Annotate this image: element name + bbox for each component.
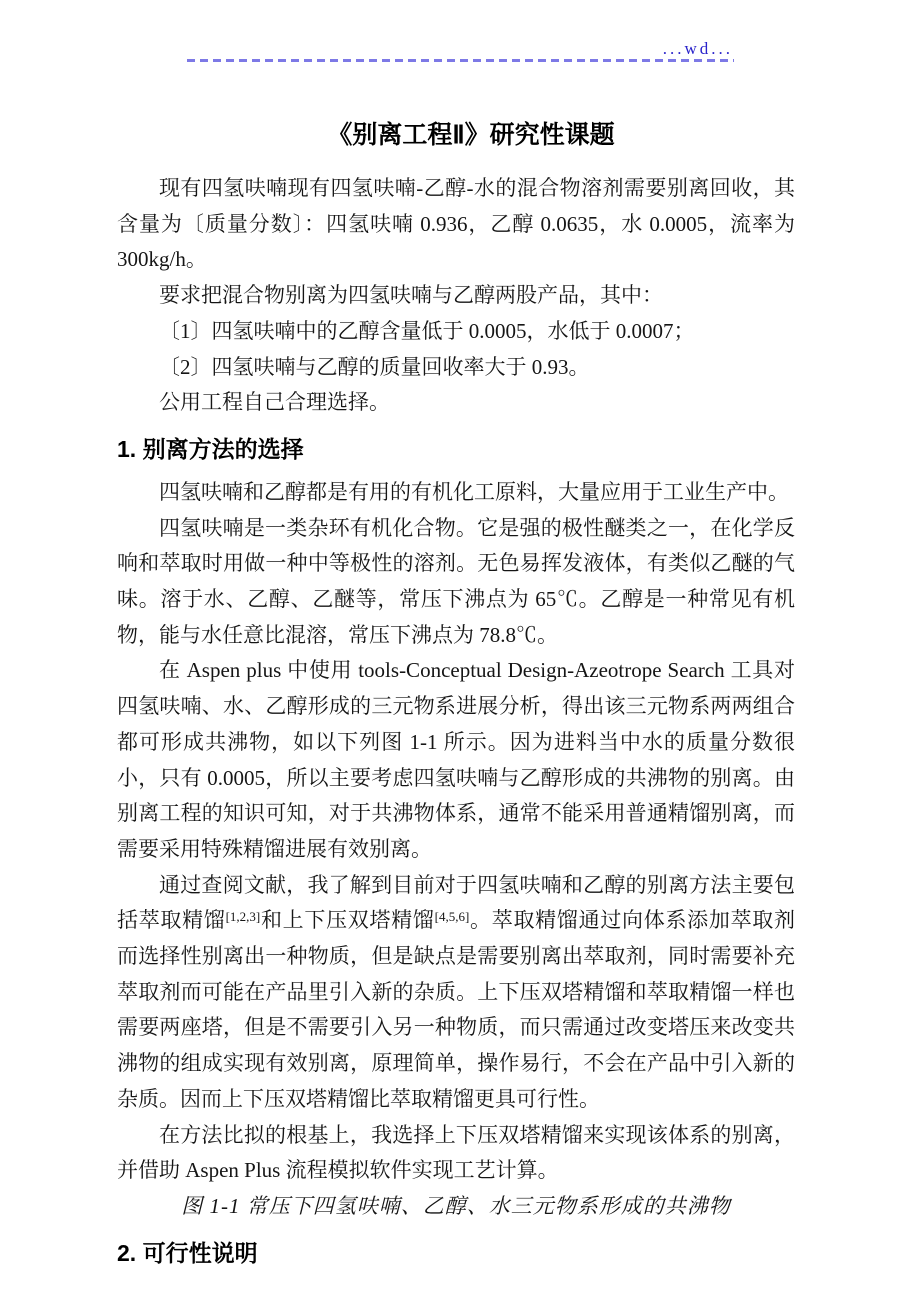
document-body xyxy=(117,0,795,1279)
citation-superscript-1: [1,2,3] xyxy=(225,909,261,925)
citation-superscript-2: [4,5,6] xyxy=(434,909,470,925)
section-1-paragraph-3: 在 Aspen plus 中使用 tools-Conceptual Design-Azeotrope Search 工具对四氢呋喃、水、乙醇形成的三元物系进展分析，得出该三元物系两两组合都可形成共沸物，如以下列图 1-1 所示。因为进料当中水的质量分数很小，只有 0.0005，所以主要考虑四氢呋喃与乙醇形成的共沸物的别离。由别离工程的知识可知，对于共沸物体系，通常不能采用普通精馏别离，而需要采用特殊精馏进展有效别离。 xyxy=(117,658,795,861)
paragraph-text-segment: 通过查阅文献，我了解到目前对于四氢呋喃和乙醇的别离方法主要包括萃取精馏 xyxy=(117,872,795,933)
header-watermark: ...wd... xyxy=(662,39,733,58)
intro-paragraph-1: 现有四氢呋喃现有四氢呋喃-乙醇-水的混合物溶剂需要别离回收，其含量为〔质量分数〕：四氢呋喃 0.936，乙醇 0.0635，水 0.0005，流率为 300kg/h。 xyxy=(117,176,795,272)
section-1-paragraph-4 xyxy=(117,868,795,1118)
section-1-paragraph-5: 在方法比拟的根基上，我选择上下压双塔精馏来实现该体系的别离，并借助 Aspen Plus 流程模拟软件实现工艺计算。 xyxy=(117,1122,795,1183)
document-title: 《别离工程Ⅱ》研究性课题 xyxy=(327,121,615,149)
figure-1-1-caption: 图 1-1 常压下四氢呋喃、乙醇、水三元物系形成的共沸物 xyxy=(181,1193,731,1218)
intro-paragraph-2: 要求把混合物别离为四氢呋喃与乙醇两股产品，其中： xyxy=(159,283,663,308)
intro-list-item-2: 〔2〕四氢呋喃与乙醇的质量回收率大于 0.93。 xyxy=(159,354,590,379)
paragraph-text-segment: 和上下压双塔精馏 xyxy=(260,908,435,933)
intro-paragraph-3: 公用工程自己合理选择。 xyxy=(159,390,390,415)
paragraph-text-segment: 。萃取精馏通过向体系添加萃取剂而选择性别离出一种物质，但是缺点是需要别离出萃取剂，同时需要补充萃取剂而可能在产品里引入新的杂质。上下压双塔精馏和萃取精馏一样也需要两座塔，但是不需要引入另一种物质，而只需通过改变塔压来改变共沸物的组成实现有效别离，原理简单，操作易行，不会在产品中引入新的杂质。因而上下压双塔精馏比萃取精馏更具可行性。 xyxy=(117,908,796,1111)
section-1-paragraph-2: 四氢呋喃是一类杂环有机化合物。它是强的极性醚类之一，在化学反响和萃取时用做一种中等极性的溶剂。无色易挥发液体，有类似乙醚的气味。溶于水、乙醇、乙醚等，常压下沸点为 65℃。乙醇是一种常见有机物，能与水任意比混溶，常压下沸点为 78.8℃。 xyxy=(117,515,795,647)
intro-list-item-1: 〔1〕四氢呋喃中的乙醇含量低于 0.0005，水低于 0.0007； xyxy=(159,318,695,343)
section-1-paragraph-1: 四氢呋喃和乙醇都是有用的有机化工原料，大量应用于工业生产中。 xyxy=(159,479,789,504)
section-2-heading: 2. 可行性说明 xyxy=(117,1239,258,1266)
section-1-heading: 1. 别离方法的选择 xyxy=(117,435,304,462)
